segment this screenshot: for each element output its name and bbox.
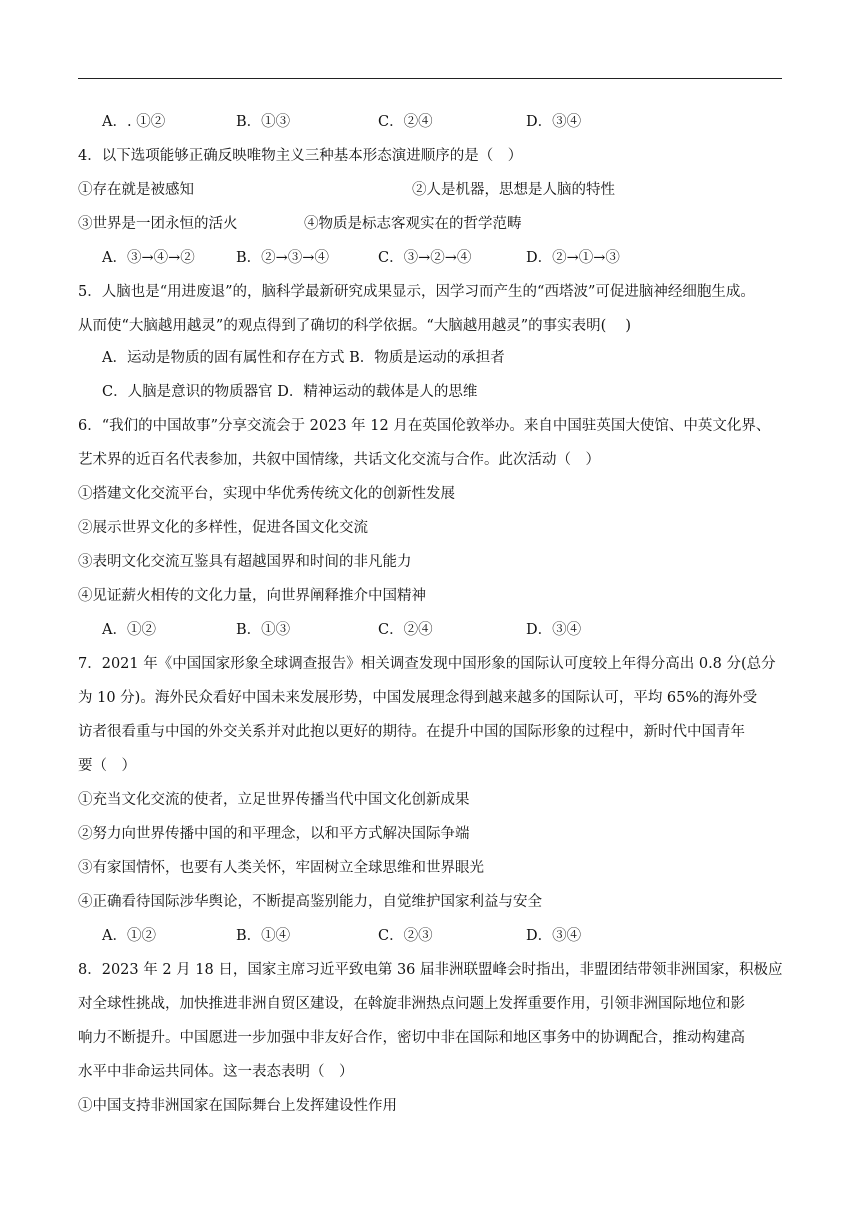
option-d: D．③④ (526, 622, 582, 638)
q8-item-1: ①中国支持非洲国家在国际舞台上发挥建设性作用 (78, 1098, 397, 1114)
q7-item-1: ①充当文化交流的使者，立足世界传播当代中国文化创新成果 (78, 792, 470, 808)
q8-stem-line-1: 8．2023 年 2 月 18 日，国家主席习近平致电第 36 届非洲联盟峰会时指出，非盟团结带领非洲国家，积极应 (78, 962, 783, 978)
q7-item-4: ④正确看待国际涉华舆论，不断提高鉴别能力，自觉维护国家利益与安全 (78, 894, 542, 910)
option-c: C．②④ (378, 622, 433, 638)
q4-item-4: ④物质是标志客观实在的哲学范畴 (304, 216, 522, 232)
q8-stem-line-2: 对全球性挑战，加快推进非洲自贸区建设，在斡旋非洲热点问题上发挥重要作用，引领非洲国际地位和影 (78, 996, 745, 1012)
q4-item-2: ②人是机器，思想是人脑的特性 (412, 182, 615, 198)
q4-items-row2 (78, 214, 782, 234)
option-a: A．③→④→② (102, 250, 195, 266)
q7-stem-line-3: 访者很看重与中国的外交关系并对此抱以更好的期待。在提升中国的国际形象的过程中，新时代中国青年 (78, 724, 745, 740)
option-c: C．③→②→④ (378, 250, 472, 266)
option-b: B．①④ (236, 928, 291, 944)
q7-stem-line-1: 7．2021 年《中国国家形象全球调查报告》相关调查发现中国形象的国际认可度较上年得分高出 0.8 分(总分 (78, 656, 776, 672)
option-c: C．②④ (378, 114, 433, 130)
q6-item-1: ①搭建文化交流平台，实现中华优秀传统文化的创新性发展 (78, 486, 455, 502)
q5-stem-line-2: 从而使“大脑越用越灵”的观点得到了确切的科学依据。“大脑越用越灵”的事实表明( ) (78, 318, 632, 334)
q7-stem-line-4: 要（ ） (78, 758, 136, 774)
option-c: C．②③ (378, 928, 433, 944)
option-d: D．③④ (526, 928, 582, 944)
option-b: B．①③ (236, 114, 291, 130)
option-a: A．①② (102, 622, 156, 638)
option-a: A．①② (102, 928, 156, 944)
q5-stem-line-1: 5．人脑也是“用进废退”的，脑科学最新研究成果显示，因学习而产生的“西塔波”可促进脑神经细胞生成。 (78, 284, 755, 300)
q5-options-line-2: C．人脑是意识的物质器官 D．精神运动的载体是人的思维 (102, 384, 478, 400)
option-b: B．①③ (236, 622, 291, 638)
header-rule (78, 78, 782, 79)
option-b: B．②→③→④ (236, 250, 329, 266)
q7-item-2: ②努力向世界传播中国的和平理念，以和平方式解决国际争端 (78, 826, 470, 842)
q6-item-4: ④见证薪火相传的文化力量，向世界阐释推介中国精神 (78, 588, 426, 604)
q4-stem: 4．以下选项能够正确反映唯物主义三种基本形态演进顺序的是（ ） (78, 148, 523, 164)
q6-item-2: ②展示世界文化的多样性，促进各国文化交流 (78, 520, 368, 536)
option-d: D．②→①→③ (526, 250, 620, 266)
q8-stem-line-3: 响力不断提升。中国愿进一步加强中非友好合作，密切中非在国际和地区事务中的协调配合，推动构建高 (78, 1030, 745, 1046)
option-a: A．. ①② (102, 114, 166, 130)
q6-item-3: ③表明文化交流互鉴具有超越国界和时间的非凡能力 (78, 554, 412, 570)
option-d: D．③④ (526, 114, 582, 130)
q4-item-3: ③世界是一团永恒的活火 (78, 216, 238, 232)
q6-stem-line-1: 6．“我们的中国故事”分享交流会于 2023 年 12 月在英国伦敦举办。来自中国驻英国大使馆、中英文化界、 (78, 418, 771, 434)
q8-stem-line-4: 水平中非命运共同体。这一表态表明（ ） (78, 1064, 354, 1080)
q4-items-row1 (78, 180, 782, 200)
q4-item-1: ①存在就是被感知 (78, 182, 194, 198)
q5-options-line-1: A．运动是物质的固有属性和存在方式 B．物质是运动的承担者 (102, 350, 505, 366)
q6-stem-line-2: 艺术界的近百名代表参加，共叙中国情缘，共话文化交流与合作。此次活动（ ） (78, 452, 600, 468)
q7-item-3: ③有家国情怀，也要有人类关怀，牢固树立全球思维和世界眼光 (78, 860, 484, 876)
q7-stem-line-2: 为 10 分)。海外民众看好中国未来发展形势，中国发展理念得到越来越多的国际认可，平均 65%的海外受 (78, 690, 758, 706)
